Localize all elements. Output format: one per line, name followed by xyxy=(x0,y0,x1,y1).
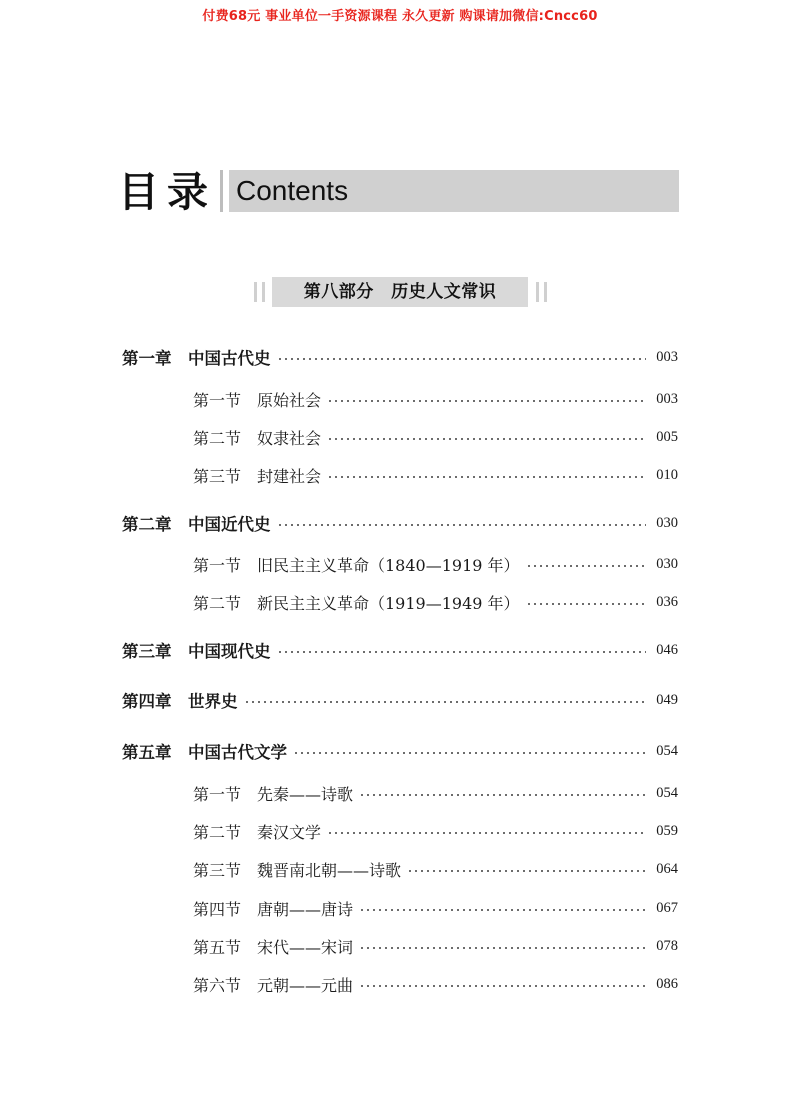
toc-page-number: 010 xyxy=(656,466,678,483)
toc-page-number: 064 xyxy=(656,860,678,877)
toc-chapter-row[interactable] xyxy=(122,344,678,370)
page-title-english: Contents xyxy=(236,175,349,206)
dot-leader xyxy=(526,603,647,605)
toc-page-number: 046 xyxy=(656,641,678,658)
watermark-banner: 付费68元 事业单位一手资源课程 永久更新 购课请加微信:Cncc60 xyxy=(202,9,598,24)
dot-leader xyxy=(244,701,647,703)
toc-section-row[interactable] xyxy=(193,424,678,450)
toc-section-row[interactable] xyxy=(193,818,678,844)
toc-entry-label: 第二节 奴隶社会 xyxy=(193,428,322,448)
dot-leader xyxy=(277,524,647,526)
part-heading xyxy=(0,277,800,307)
toc-chapter-row[interactable] xyxy=(122,738,678,764)
toc-page-number: 059 xyxy=(656,822,678,839)
toc-section-row[interactable] xyxy=(193,780,678,806)
dot-leader xyxy=(327,832,646,834)
toc-section-row[interactable] xyxy=(193,589,678,615)
toc-entry-label: 第一节 旧民主主义革命（1840—1919 年） xyxy=(193,555,520,575)
toc-section-row[interactable] xyxy=(193,971,678,997)
toc-section-row[interactable] xyxy=(193,895,678,921)
toc-entry-label: 第三节 魏晋南北朝——诗歌 xyxy=(193,860,402,880)
toc-page-number: 030 xyxy=(656,514,678,531)
toc-entry-label: 第四章 世界史 xyxy=(122,692,238,711)
toc-entry-label: 第六节 元朝——元曲 xyxy=(193,975,354,995)
toc-page-number: 067 xyxy=(656,899,678,916)
dot-leader xyxy=(407,870,646,872)
toc-entry-label: 第四节 唐朝——唐诗 xyxy=(193,899,354,919)
toc-section-row[interactable] xyxy=(193,462,678,488)
part-heading-left-tick xyxy=(262,282,265,302)
dot-leader xyxy=(277,358,647,360)
dot-leader xyxy=(327,476,646,478)
toc-page-number: 054 xyxy=(656,784,678,801)
toc-section-row[interactable] xyxy=(193,933,678,959)
toc-section-row[interactable] xyxy=(193,386,678,412)
dot-leader xyxy=(359,947,646,949)
toc-entry-label: 第二节 秦汉文学 xyxy=(193,822,322,842)
toc-entry-label: 第三章 中国现代史 xyxy=(122,642,271,661)
dot-leader xyxy=(293,752,646,754)
toc-entry-label: 第一章 中国古代史 xyxy=(122,349,271,368)
toc-entry-label: 第一节 先秦——诗歌 xyxy=(193,784,354,804)
part-title: 第八部分 历史人文常识 xyxy=(272,277,528,307)
toc-page-number: 054 xyxy=(656,742,678,759)
dot-leader xyxy=(327,400,646,402)
toc-section-row[interactable] xyxy=(193,551,678,577)
toc-page-number: 049 xyxy=(656,691,678,708)
toc-page-number: 003 xyxy=(656,390,678,407)
page-title-chinese: 目录 xyxy=(118,168,216,216)
toc-page-number: 086 xyxy=(656,975,678,992)
dot-leader xyxy=(359,985,646,987)
part-heading-right-tick xyxy=(544,282,547,302)
dot-leader xyxy=(277,651,647,653)
toc-entry-label: 第三节 封建社会 xyxy=(193,466,322,486)
dot-leader xyxy=(526,565,647,567)
toc-entry-label: 第二章 中国近代史 xyxy=(122,515,271,534)
toc-section-row[interactable] xyxy=(193,856,678,882)
toc-entry-label: 第一节 原始社会 xyxy=(193,390,322,410)
toc-chapter-row[interactable] xyxy=(122,637,678,663)
toc-page-number: 036 xyxy=(656,593,678,610)
toc-chapter-row[interactable] xyxy=(122,687,678,713)
toc-page-number: 005 xyxy=(656,428,678,445)
title-divider xyxy=(220,170,223,212)
toc-page-number: 030 xyxy=(656,555,678,572)
dot-leader xyxy=(359,909,646,911)
toc-chapter-row[interactable] xyxy=(122,510,678,536)
toc-entry-label: 第二节 新民主主义革命（1919—1949 年） xyxy=(193,593,520,613)
dot-leader xyxy=(327,438,646,440)
toc-entry-label: 第五节 宋代——宋词 xyxy=(193,937,354,957)
toc-page-number: 003 xyxy=(656,348,678,365)
part-heading-right-tick xyxy=(536,282,539,302)
toc-page-number: 078 xyxy=(656,937,678,954)
toc-entry-label: 第五章 中国古代文学 xyxy=(122,743,287,762)
dot-leader xyxy=(359,794,646,796)
part-heading-left-tick xyxy=(254,282,257,302)
